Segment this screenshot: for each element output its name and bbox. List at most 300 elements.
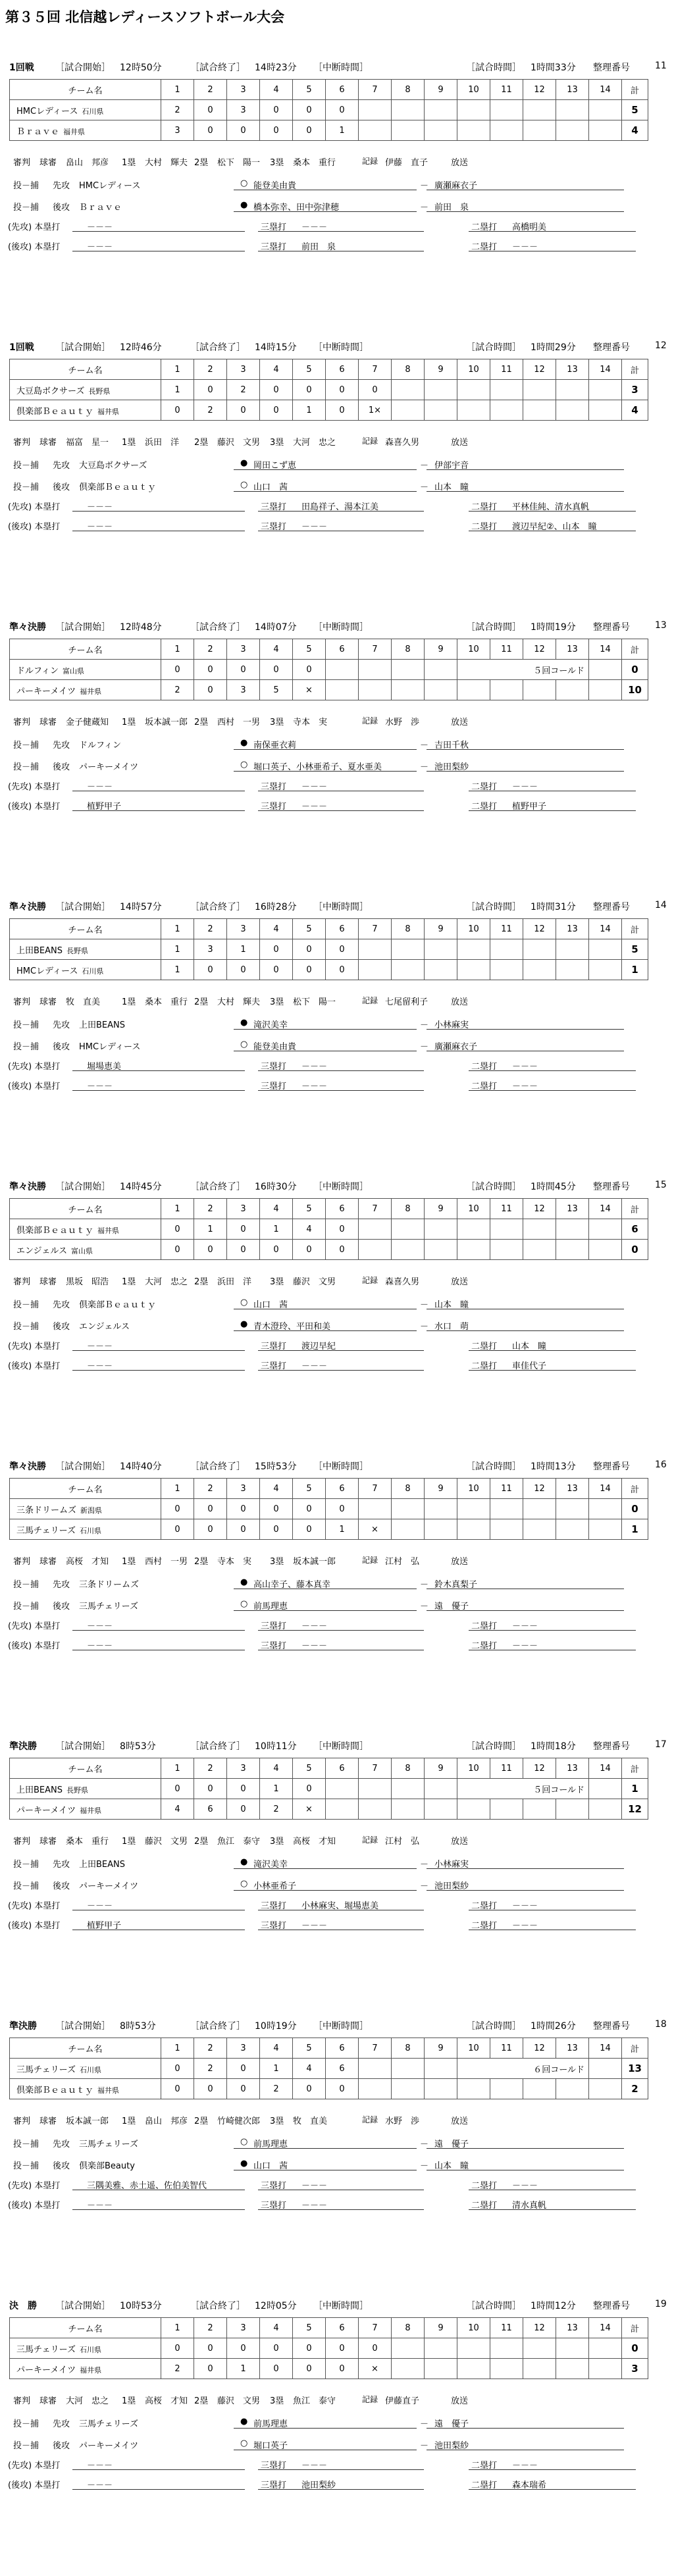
inning-header: 6 [326, 1479, 359, 1499]
inning-score: 1 [161, 380, 194, 400]
inning-score [589, 400, 622, 421]
team-total: 13 [622, 2059, 648, 2079]
team-row [10, 1799, 648, 1820]
score-header-row [10, 1479, 648, 1499]
underline [258, 2469, 424, 2470]
inning-score: 4 [161, 1799, 194, 1820]
inning-score: 0 [227, 2079, 260, 2099]
inning-header: 9 [425, 1199, 457, 1219]
score-table [9, 2317, 648, 2379]
plate-umpire: 福富 星一 [66, 438, 109, 448]
inning-score [392, 1240, 425, 1260]
inning-header: 4 [260, 80, 293, 100]
underline [258, 2209, 424, 2210]
team-name: 三馬チェリーズ [16, 2064, 76, 2075]
underline [427, 211, 624, 212]
triple-label: 三塁打 [261, 522, 287, 532]
inning-score [490, 2079, 523, 2099]
team-prefecture: 福井県 [80, 1806, 102, 1815]
recorder-label: 記録 [362, 996, 378, 1005]
triple-players: 池田梨紗 [301, 2481, 336, 2490]
score-header-row [10, 2318, 648, 2338]
plate-umpire: 畠山 邦彦 [66, 158, 109, 168]
inning-header: 8 [392, 919, 425, 939]
inning-header: 7 [359, 80, 392, 100]
inning-header: 13 [556, 1479, 589, 1499]
homerun-players: －－－ [87, 223, 113, 232]
homerun-players: －－－ [87, 502, 113, 512]
battery-dash: － [420, 741, 429, 750]
inning-score: × [293, 1799, 326, 1820]
battery-team: 倶楽部Beauty [79, 2161, 135, 2171]
inning-score [490, 120, 523, 141]
recorder-label: 記録 [362, 716, 378, 725]
inning-score: 0 [326, 400, 359, 421]
inning-score [359, 1779, 392, 1799]
second-base-umpire-label: 2塁 [194, 718, 209, 727]
inning-score: 0 [227, 2338, 260, 2359]
inning-score: 4 [293, 1219, 326, 1240]
batting-order-label: 先攻 [53, 461, 70, 471]
plate-umpire: 坂本誠一郎 [66, 2116, 109, 2126]
homerun-label: (先攻) 本塁打 [8, 1062, 61, 1072]
inning-score [457, 1240, 490, 1260]
inning-score [490, 1240, 523, 1260]
inning-score [392, 2338, 425, 2359]
result-mark: ○ [240, 1879, 248, 1889]
inning-score [490, 960, 523, 980]
triple-players: －－－ [301, 1361, 328, 1371]
reg-no-label: 整理番号 [593, 1182, 630, 1192]
team-total: 0 [622, 660, 648, 680]
plate-umpire-label: 球審 [39, 718, 57, 727]
underline [427, 749, 624, 750]
team-cell [10, 400, 161, 421]
first-base-umpire: 畠山 邦彦 [145, 2116, 188, 2126]
inning-score [425, 1240, 457, 1260]
inning-score: 1 [227, 2359, 260, 2379]
umpire-label: 審判 [13, 438, 31, 448]
recorder-label: 記録 [362, 157, 378, 166]
underline [427, 1890, 624, 1891]
inning-header: 5 [293, 2038, 326, 2059]
inning-score [589, 1499, 622, 1519]
triple-players: －－－ [301, 1082, 328, 1091]
pitcher-name: 前馬理恵 [253, 1602, 288, 1612]
result-mark: ● [240, 458, 248, 468]
result-mark: ● [240, 1577, 248, 1587]
team-cell [10, 1519, 161, 1540]
third-base-umpire-label: 3塁 [270, 718, 284, 727]
inning-score [425, 2059, 457, 2079]
underline [469, 231, 636, 232]
inning-score: 2 [260, 2079, 293, 2099]
inning-score [326, 680, 359, 700]
catcher-name: 小林麻実 [434, 1020, 469, 1030]
total-header: 計 [622, 1758, 648, 1779]
double-label: 二塁打 [471, 242, 498, 252]
first-base-umpire-label: 1塁 [122, 158, 136, 168]
inning-score [490, 939, 523, 960]
second-base-umpire-label: 2塁 [194, 158, 209, 168]
battery-team: パーキーメイツ [79, 2441, 139, 2451]
battery-dash: － [420, 1042, 429, 1052]
catcher-name: 池田梨紗 [434, 2441, 469, 2451]
result-mark: ○ [240, 2438, 248, 2448]
batting-order-label: 後攻 [53, 203, 70, 213]
result-mark: ○ [240, 480, 248, 490]
double-label: 二塁打 [471, 2481, 498, 2490]
recorder: 水野 渉 [385, 718, 420, 727]
inning-score: 0 [260, 1240, 293, 1260]
inning-score [589, 2338, 622, 2359]
inning-score [490, 1519, 523, 1540]
inning-score [490, 680, 523, 700]
underline [427, 1610, 624, 1611]
inning-score: 0 [194, 100, 227, 120]
batting-order-label: 後攻 [53, 1881, 70, 1891]
score-header-row [10, 359, 648, 380]
result-mark: ● [240, 2417, 248, 2427]
inning-score [490, 1499, 523, 1519]
reg-no-label: 整理番号 [593, 902, 630, 912]
score-header-row [10, 1758, 648, 1779]
team-name: エンジェルス [16, 1246, 68, 1256]
inning-score [589, 380, 622, 400]
triple-players: 前田 泉 [301, 242, 336, 252]
pitcher-name: 小林亜希子 [253, 1881, 297, 1891]
team-total: 3 [622, 2359, 648, 2379]
inning-score [425, 1499, 457, 1519]
score-table [9, 918, 648, 980]
triple-players: －－－ [301, 522, 328, 532]
inning-score [589, 660, 622, 680]
inning-score: 0 [326, 380, 359, 400]
inning-score: 0 [161, 1499, 194, 1519]
announcer-label: 放送 [451, 158, 469, 168]
homerun-players: －－－ [87, 1621, 113, 1631]
team-cell [10, 120, 161, 141]
inning-score: 2 [161, 2359, 194, 2379]
recorder: 森喜久男 [385, 1277, 420, 1287]
inning-score: 2 [161, 100, 194, 120]
inning-score [589, 1219, 622, 1240]
team-total: 3 [622, 380, 648, 400]
homerun-players: －－－ [87, 1361, 113, 1371]
inning-header: 10 [457, 1199, 490, 1219]
pitcher-name: 前馬理恵 [253, 2140, 288, 2149]
homerun-players: －－－ [87, 2461, 113, 2471]
result-mark: ● [240, 200, 248, 210]
catcher-name: 池田梨紗 [434, 1881, 469, 1891]
inning-header: 4 [260, 2318, 293, 2338]
end-time: 14時15分 [255, 342, 297, 353]
inning-score: 0 [293, 1240, 326, 1260]
team-total: 10 [622, 680, 648, 700]
inning-header: 1 [161, 1479, 194, 1499]
battery-team: Ｂｒａｖｅ [79, 203, 122, 213]
team-total: 1 [622, 1779, 648, 1799]
inning-header: 5 [293, 2318, 326, 2338]
catcher-name: 山本 瞳 [434, 2161, 469, 2171]
plate-umpire-label: 球審 [39, 158, 57, 168]
third-base-umpire: 大河 忠之 [293, 438, 336, 448]
inning-score [457, 2079, 490, 2099]
inning-score [556, 2338, 589, 2359]
team-prefecture: 新潟県 [80, 1506, 103, 1515]
battery-dash: － [420, 1020, 429, 1030]
inning-header: 10 [457, 1758, 490, 1779]
inning-score: 1 [293, 400, 326, 421]
inning-score [556, 100, 589, 120]
inning-score [556, 1519, 589, 1540]
batting-order-label: 後攻 [53, 483, 70, 492]
end-label: ［試合終了］ [190, 2021, 246, 2032]
inning-score [425, 1799, 457, 1820]
inning-score: 0 [194, 2338, 227, 2359]
game-round: 決 勝 [9, 2301, 37, 2311]
team-header: チーム名 [10, 80, 161, 100]
inning-score: 3 [161, 120, 194, 141]
game-round: 準々決勝 [9, 622, 46, 633]
team-total: 1 [622, 1519, 648, 1540]
underline [258, 1370, 424, 1371]
inning-score [359, 2059, 392, 2079]
homerun-players: －－－ [87, 242, 113, 252]
triple-players: －－－ [301, 223, 328, 232]
duration-time: 1時間13分 [531, 1461, 576, 1472]
inning-score [523, 1799, 556, 1820]
inning-header: 14 [589, 1758, 622, 1779]
pitcher-name: 堀口英子、小林亜希子、夏水亜美 [253, 762, 382, 772]
team-cell [10, 2338, 161, 2359]
duration-label: ［試合時間］ [466, 1461, 521, 1472]
inning-score [392, 680, 425, 700]
pitcher-name: 前馬理恵 [253, 2419, 288, 2429]
team-row [10, 660, 648, 680]
double-label: 二塁打 [471, 1342, 498, 1352]
team-prefecture: 富山県 [71, 1246, 93, 1255]
inning-score [556, 680, 589, 700]
battery-team: 三条ドリームズ [79, 1580, 140, 1590]
inning-score [359, 100, 392, 120]
inning-score: 0 [260, 660, 293, 680]
recorder: 森喜久男 [385, 438, 420, 448]
underline [427, 469, 624, 470]
pitcher-name: 能登美由貴 [253, 1042, 297, 1052]
team-cell [10, 960, 161, 980]
double-label: 二塁打 [471, 1641, 498, 1651]
triple-players: 渡辺早紀 [301, 1342, 336, 1352]
inning-header: 6 [326, 1758, 359, 1779]
end-time: 15時53分 [255, 1461, 297, 1472]
inning-score: 0 [326, 960, 359, 980]
double-players: －－－ [512, 1901, 538, 1911]
team-row [10, 939, 648, 960]
inning-header: 12 [523, 1479, 556, 1499]
team-name: 上田BEANS [16, 1785, 63, 1795]
inning-header: 6 [326, 919, 359, 939]
underline [258, 1090, 424, 1091]
battery-dash: － [420, 762, 429, 772]
announcer-label: 放送 [451, 1837, 469, 1847]
second-base-umpire-label: 2塁 [194, 2396, 209, 2406]
second-base-umpire-label: 2塁 [194, 1277, 209, 1287]
homerun-players: 三隅美雅、赤土遥、佐伯美智代 [87, 2181, 207, 2191]
inning-header: 7 [359, 919, 392, 939]
pitcher-name: 山口 茜 [253, 2161, 288, 2171]
underline [234, 1868, 417, 1869]
interrupt-label: ［中断時間］ [313, 63, 369, 73]
reg-no: 11 [655, 61, 667, 71]
second-base-umpire-label: 2塁 [194, 1557, 209, 1567]
battery-team: 上田BEANS [79, 1860, 126, 1870]
inning-header: 1 [161, 2318, 194, 2338]
inning-score [589, 120, 622, 141]
catcher-name: 遠 優子 [434, 1602, 469, 1612]
underline [427, 491, 624, 492]
inning-header: 2 [194, 1479, 227, 1499]
team-prefecture: 長野県 [66, 946, 89, 955]
inning-header: 11 [490, 2318, 523, 2338]
game-block [0, 618, 674, 897]
inning-score [326, 660, 359, 680]
underline [72, 2489, 245, 2490]
underline [258, 511, 424, 512]
homerun-players: －－－ [87, 2201, 113, 2211]
inning-score [457, 100, 490, 120]
first-base-umpire-label: 1塁 [122, 1557, 136, 1567]
inning-score: 0 [161, 2059, 194, 2079]
inning-score [457, 680, 490, 700]
team-cell [10, 2079, 161, 2099]
second-base-umpire: 大村 輝夫 [217, 997, 261, 1007]
team-row [10, 960, 648, 980]
underline [469, 1370, 636, 1371]
inning-header: 8 [392, 639, 425, 660]
inning-score: 0 [293, 2079, 326, 2099]
double-players: 植野甲子 [512, 802, 547, 812]
homerun-label: (後攻) 本塁打 [8, 522, 61, 532]
team-prefecture: 富山県 [62, 666, 84, 675]
first-base-umpire: 大村 輝夫 [145, 158, 188, 168]
inning-header: 10 [457, 1479, 490, 1499]
underline [427, 771, 624, 772]
battery-label: 投－捕 [13, 2140, 39, 2149]
underline [258, 1350, 424, 1351]
catcher-name: 廣瀬麻衣子 [434, 181, 478, 191]
inning-header: 4 [260, 919, 293, 939]
recorder-label: 記録 [362, 1276, 378, 1285]
inning-header: 14 [589, 1199, 622, 1219]
triple-label: 三塁打 [261, 1342, 287, 1352]
homerun-players: －－－ [87, 1901, 113, 1911]
plate-umpire-label: 球審 [39, 997, 57, 1007]
second-base-umpire-label: 2塁 [194, 1837, 209, 1847]
end-label: ［試合終了］ [190, 1461, 246, 1472]
batting-order-label: 後攻 [53, 2441, 70, 2451]
team-cell [10, 1240, 161, 1260]
homerun-label: (後攻) 本塁打 [8, 1641, 61, 1651]
inning-score [457, 2338, 490, 2359]
double-label: 二塁打 [471, 1921, 498, 1931]
team-cell [10, 100, 161, 120]
inning-header: 7 [359, 2038, 392, 2059]
inning-score [556, 2359, 589, 2379]
underline [427, 1868, 624, 1869]
team-row [10, 400, 648, 421]
inning-score [425, 2359, 457, 2379]
inning-header: 9 [425, 2038, 457, 2059]
team-prefecture: 長野県 [66, 1785, 89, 1795]
inning-header: 5 [293, 919, 326, 939]
double-label: 二塁打 [471, 1361, 498, 1371]
inning-score: 2 [194, 400, 227, 421]
inning-score [425, 680, 457, 700]
first-base-umpire: 藤沢 文男 [145, 1837, 188, 1847]
team-row [10, 1219, 648, 1240]
battery-label: 投－捕 [13, 1020, 39, 1030]
triple-label: 三塁打 [261, 223, 287, 232]
catcher-name: 吉田千秋 [434, 741, 469, 750]
team-header: チーム名 [10, 2318, 161, 2338]
inning-score: 0 [293, 960, 326, 980]
recorder-label: 記録 [362, 1556, 378, 1565]
inning-header: 2 [194, 80, 227, 100]
battery-team: 倶楽部Ｂｅａｕｔｙ [79, 483, 157, 492]
game-round: 1回戦 [9, 63, 34, 73]
inning-score [523, 680, 556, 700]
inning-header: 13 [556, 919, 589, 939]
inning-score: 0 [260, 939, 293, 960]
underline [234, 211, 417, 212]
homerun-label: (後攻) 本塁打 [8, 1082, 61, 1091]
game-round: 準決勝 [9, 2021, 37, 2032]
pitcher-name: 滝沢美幸 [253, 1860, 288, 1870]
inning-header: 10 [457, 639, 490, 660]
score-header-row [10, 919, 648, 939]
pitcher-name: 青木澄玲、平田和美 [253, 1322, 331, 1332]
game-block [0, 1177, 674, 1457]
second-base-umpire: 藤沢 文男 [217, 2396, 261, 2406]
result-mark: ○ [240, 1039, 248, 1049]
reg-no: 14 [655, 900, 667, 910]
inning-score [490, 100, 523, 120]
inning-score [425, 1779, 457, 1799]
inning-score [457, 1799, 490, 1820]
inning-score [490, 400, 523, 421]
underline [258, 231, 424, 232]
triple-players: －－－ [301, 2461, 328, 2471]
total-header: 計 [622, 1479, 648, 1499]
underline [234, 1890, 417, 1891]
inning-header: 3 [227, 359, 260, 380]
inning-header: 6 [326, 2038, 359, 2059]
homerun-label: (後攻) 本塁打 [8, 2201, 61, 2211]
inning-score [457, 120, 490, 141]
recorder-label: 記録 [362, 2395, 378, 2404]
catcher-name: 遠 優子 [434, 2140, 469, 2149]
inning-header: 7 [359, 1199, 392, 1219]
inning-header: 8 [392, 2038, 425, 2059]
inning-score [457, 939, 490, 960]
inning-score [523, 960, 556, 980]
inning-score: 1 [326, 1519, 359, 1540]
game-meta [9, 58, 667, 75]
triple-label: 三塁打 [261, 802, 287, 812]
plate-umpire-label: 球審 [39, 1557, 57, 1567]
plate-umpire: 黒坂 昭浩 [66, 1277, 109, 1287]
